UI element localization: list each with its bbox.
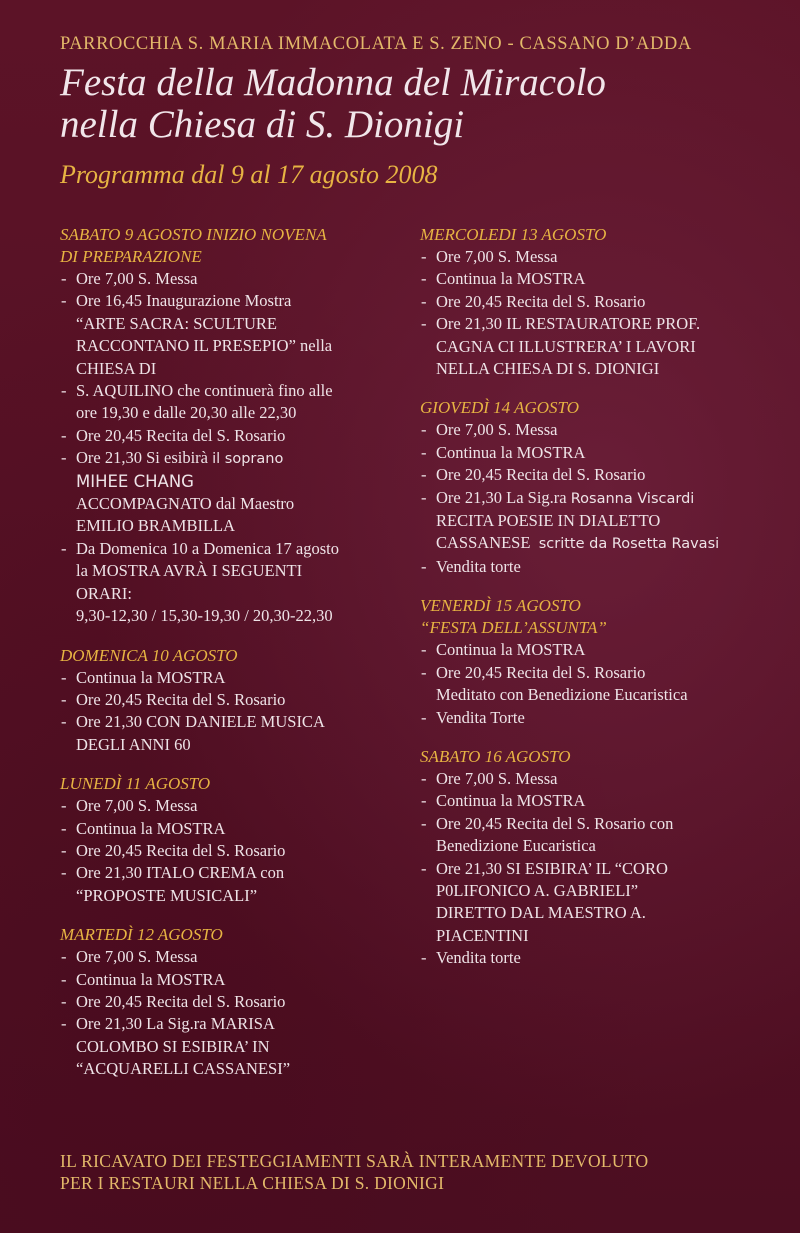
day-block-9-august bbox=[60, 224, 420, 628]
event-item: - Ore 20,45 Recita del S. Rosario bbox=[60, 991, 420, 1013]
event-item: - Ore 20,45 Recita del S. Rosario bbox=[420, 291, 780, 313]
event-list bbox=[60, 946, 420, 1080]
event-item-continued: DEGLI ANNI 60 bbox=[76, 734, 191, 754]
event-item-continued: la MOSTRA AVRÀ I SEGUENTI bbox=[76, 561, 303, 581]
event-item: - Ore 7,00 S. Messa bbox=[60, 795, 420, 817]
footer-line-1: IL RICAVATO DEI FESTEGGIAMENTI SARÀ INTERAMENTE DEVOLUTO bbox=[60, 1151, 649, 1171]
day-title bbox=[420, 595, 780, 639]
event-item-continued: “ARTE SACRA: SCULTURE bbox=[76, 313, 278, 333]
event-item: - Continua la MOSTRA bbox=[420, 442, 780, 464]
event-list bbox=[420, 639, 780, 729]
schedule-right-column bbox=[420, 224, 780, 987]
event-item-continued: COLOMBO SI ESIBIRA’ IN bbox=[76, 1036, 270, 1056]
day-title: MERCOLEDI 13 AGOSTO bbox=[420, 225, 607, 244]
event-item: - Ore 20,45 Recita del S. Rosario bbox=[60, 840, 420, 862]
event-text: Ore 21,30 La Sig.ra bbox=[436, 487, 567, 507]
event-item-continued bbox=[420, 532, 780, 555]
event-item: - Ore 7,00 S. Messa bbox=[420, 768, 780, 790]
day-block-10-august bbox=[60, 645, 420, 757]
day-title: SABATO 16 AGOSTO bbox=[420, 746, 571, 766]
event-item: - Vendita Torte bbox=[420, 707, 780, 729]
event-item: - Ore 16,45 Inaugurazione Mostra bbox=[60, 290, 420, 312]
event-item-continued: ACCOMPAGNATO dal Maestro bbox=[76, 494, 295, 514]
event-item: - Ore 7,00 S. Messa bbox=[420, 246, 780, 268]
event-item: - Continua la MOSTRA bbox=[420, 268, 780, 290]
event-item-continued: RACCONTANO IL PRESEPIO” nella bbox=[76, 336, 333, 356]
title-line-1: Festa della Madonna del Miracolo bbox=[60, 61, 606, 104]
title-line-2: nella Chiesa di S. Dionigi bbox=[60, 103, 465, 146]
event-item: - Continua la MOSTRA bbox=[60, 667, 420, 689]
event-item-continued: EMILIO BRAMBILLA bbox=[76, 516, 236, 536]
event-item-continued: ORARI: bbox=[76, 583, 132, 603]
event-item bbox=[420, 487, 780, 510]
event-item bbox=[60, 447, 420, 470]
day-block-11-august bbox=[60, 773, 420, 907]
event-item-continued: ore 19,30 e dalle 20,30 alle 22,30 bbox=[76, 403, 297, 423]
event-text: Ore 21,30 Si esibirà bbox=[76, 448, 208, 468]
event-item-continued: “ACQUARELLI CASSANESI” bbox=[76, 1059, 291, 1079]
event-item: - Ore 20,45 Recita del S. Rosario bbox=[60, 425, 420, 447]
parish-header: PARROCCHIA S. MARIA IMMACOLATA E S. ZENO - CASSANO D’ADDA bbox=[60, 34, 692, 54]
event-item-continued: DIRETTO DAL MAESTRO A. bbox=[436, 903, 646, 923]
day-block-13-august bbox=[420, 224, 780, 380]
day-block-15-august bbox=[420, 595, 780, 729]
day-title-line-2: “FESTA DELL’ASSUNTA” bbox=[420, 618, 607, 638]
event-item: - Continua la MOSTRA bbox=[60, 818, 420, 840]
day-block-12-august bbox=[60, 924, 420, 1080]
day-title bbox=[60, 224, 420, 268]
event-list bbox=[60, 667, 420, 757]
event-item: - Ore 21,30 ITALO CREMA con bbox=[60, 862, 420, 884]
event-item: - Vendita torte bbox=[420, 947, 780, 969]
event-list bbox=[60, 268, 420, 628]
event-item: - Ore 20,45 Recita del S. Rosario bbox=[420, 464, 780, 486]
day-title-line-2: DI PREPARAZIONE bbox=[60, 247, 202, 266]
event-item: - Ore 20,45 Recita del S. Rosario bbox=[420, 662, 780, 684]
day-title-line-1: VENERDÌ 15 AGOSTO bbox=[420, 596, 581, 616]
event-item: - Da Domenica 10 a Domenica 17 agosto bbox=[60, 538, 420, 560]
event-item: - Ore 21,30 IL RESTAURATORE PROF. bbox=[420, 313, 780, 335]
event-list bbox=[420, 246, 780, 380]
day-block-16-august bbox=[420, 746, 780, 970]
event-list bbox=[60, 795, 420, 907]
footer-note bbox=[60, 1150, 780, 1194]
footer-line-2: PER I RESTAURI NELLA CHIESA DI S. DIONIGI bbox=[60, 1173, 445, 1193]
event-list bbox=[420, 419, 780, 578]
event-text: CASSANESE bbox=[436, 533, 531, 553]
event-item-continued: RECITA POESIE IN DIALETTO bbox=[436, 511, 661, 531]
event-item-continued: P0LIFONICO A. GABRIELI” bbox=[436, 880, 639, 900]
event-item: - Ore 7,00 S. Messa bbox=[420, 419, 780, 441]
event-item-continued: Meditato con Benedizione Eucaristica bbox=[436, 685, 688, 705]
event-item: - Ore 7,00 S. Messa bbox=[60, 946, 420, 968]
performer-name: MIHEE CHANG bbox=[76, 471, 194, 491]
event-list bbox=[420, 768, 780, 970]
event-item: - Ore 21,30 La Sig.ra MARISA bbox=[60, 1013, 420, 1035]
event-item-continued: CHIESA DI bbox=[76, 358, 157, 378]
day-title: MARTEDÌ 12 AGOSTO bbox=[60, 925, 223, 945]
event-item: - Ore 20,45 Recita del S. Rosario con bbox=[420, 813, 780, 835]
event-item-continued: CAGNA CI ILLUSTRERA’ I LAVORI bbox=[436, 336, 696, 356]
event-item-continued: 9,30-12,30 / 15,30-19,30 / 20,30-22,30 bbox=[76, 606, 333, 626]
event-item: - Ore 21,30 SI ESIBIRA’ IL “CORO bbox=[420, 858, 780, 880]
event-text-handwritten: il soprano bbox=[212, 451, 284, 468]
event-item-continued: Benedizione Eucaristica bbox=[436, 836, 596, 856]
event-item-continued: PIACENTINI bbox=[436, 925, 529, 945]
performer-name: Rosanna Viscardi bbox=[570, 490, 695, 507]
day-title: LUNEDÌ 11 AGOSTO bbox=[60, 774, 211, 794]
event-item: - Ore 7,00 S. Messa bbox=[60, 268, 420, 290]
schedule-left-column bbox=[60, 224, 420, 1098]
event-item: - S. AQUILINO che continuerà fino alle bbox=[60, 380, 420, 402]
event-item-continued: “PROPOSTE MUSICALI” bbox=[76, 885, 258, 905]
day-block-14-august bbox=[420, 397, 780, 578]
day-title: GIOVEDÌ 14 AGOSTO bbox=[420, 398, 579, 418]
event-item: - Continua la MOSTRA bbox=[420, 639, 780, 661]
program-dates: Programma dal 9 al 17 agosto 2008 bbox=[60, 160, 438, 189]
event-item: - Ore 21,30 CON DANIELE MUSICA bbox=[60, 711, 420, 733]
event-item-continued: NELLA CHIESA DI S. DIONIGI bbox=[436, 359, 660, 379]
day-title-line-1: SABATO 9 AGOSTO INIZIO NOVENA bbox=[60, 225, 327, 244]
page-title bbox=[60, 62, 780, 146]
event-item: - Continua la MOSTRA bbox=[60, 969, 420, 991]
event-item: - Continua la MOSTRA bbox=[420, 790, 780, 812]
event-item: - Vendita torte bbox=[420, 556, 780, 578]
day-title: DOMENICA 10 AGOSTO bbox=[60, 645, 238, 665]
event-item: - Ore 20,45 Recita del S. Rosario bbox=[60, 689, 420, 711]
author-credit: scritte da Rosetta Ravasi bbox=[538, 536, 720, 553]
